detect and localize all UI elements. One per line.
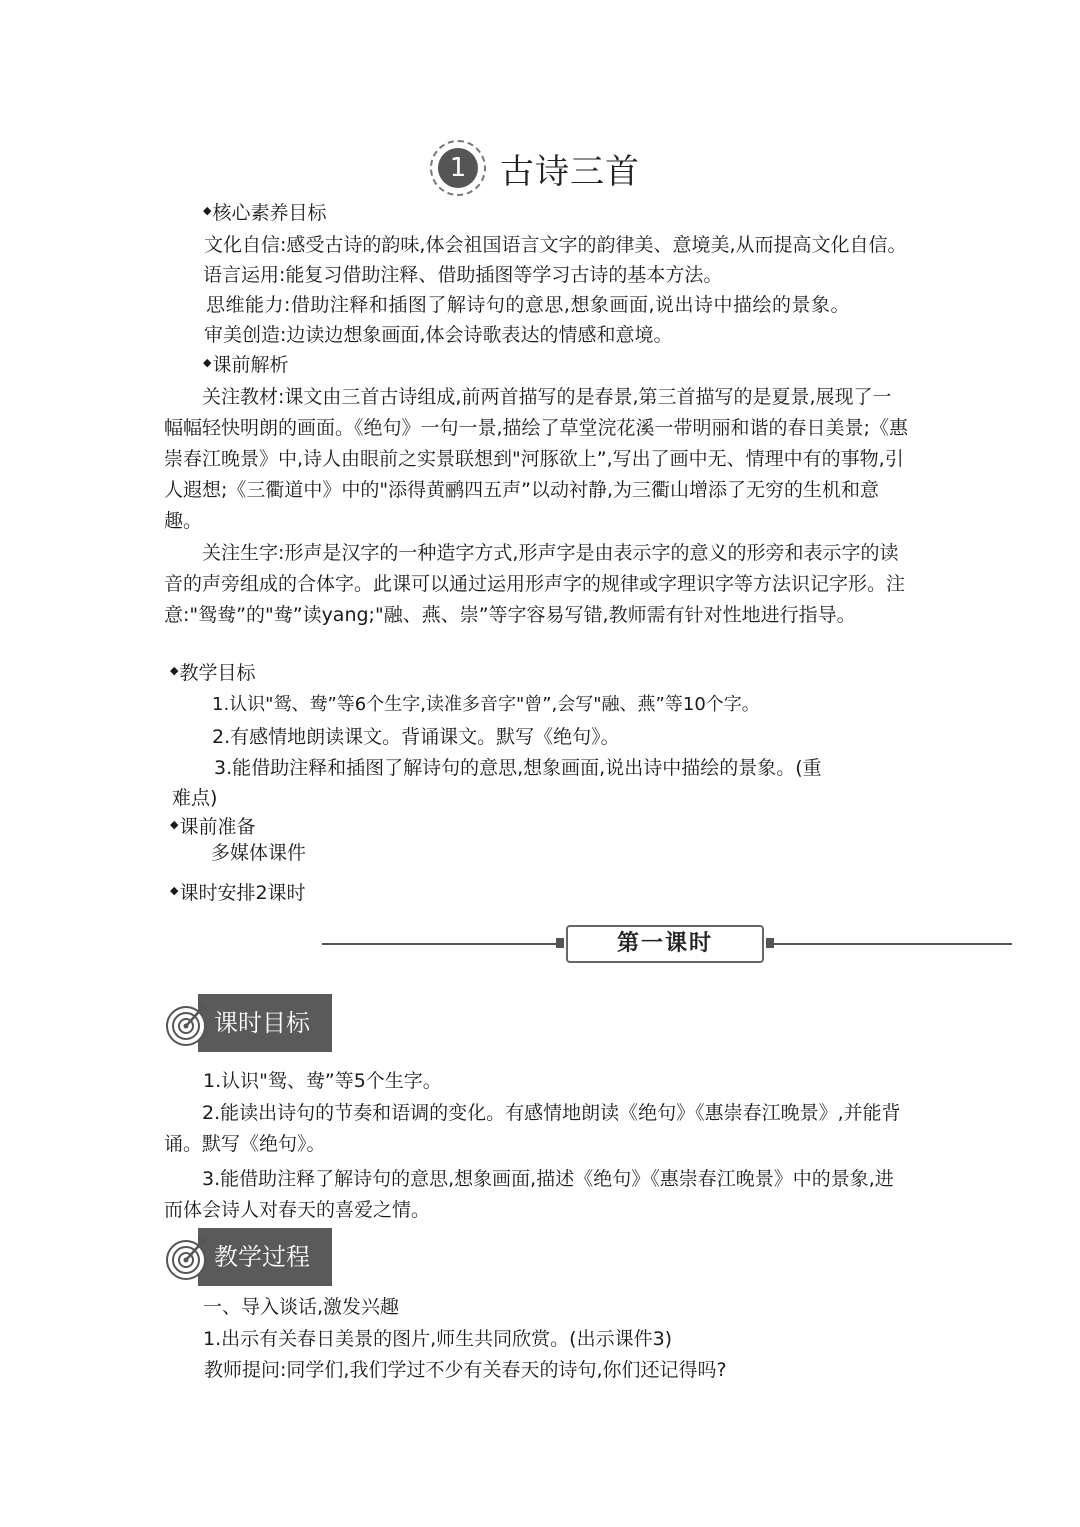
process-step: 一、导入谈话,激发兴趣 <box>203 1296 400 1318</box>
target-icon <box>166 1234 212 1280</box>
diamond-bullet-icon: ◆ <box>170 818 179 831</box>
schedule-heading: ◆课时安排2课时 <box>170 882 306 904</box>
lesson-goal-item: 1.认识"鸳、鸯”等5个生字。 <box>203 1070 442 1092</box>
goal-item: 3.能借助注释和插图了解诗句的意思,想象画面,说出诗中描绘的景象。(重 <box>214 757 822 779</box>
core-item: 思维能力:借助注释和插图了解诗句的意思,想象画面,说出诗中描绘的景象。 <box>206 294 850 316</box>
core-item: 语言运用:能复习借助注释、借助插图等学习古诗的基本方法。 <box>203 264 723 286</box>
lesson-number-badge <box>430 140 486 196</box>
diamond-bullet-icon: ◆ <box>170 884 179 897</box>
lesson-goal-item: 2.能读出诗句的节奏和语调的变化。有感情地朗读《绝句》《惠崇春江晚景》,并能背诵。默写《绝句》。 <box>164 1102 901 1155</box>
diamond-bullet-icon: ◆ <box>203 204 212 217</box>
analysis-paragraph: 关注教材:课文由三首古诗组成,前两首描写的是春景,第三首描写的是夏景,展现了一幅幅轻快明朗的画面。《绝句》一句一景,描绘了草堂浣花溪一带明丽和谐的春日美景;《惠崇春江晚景》中,诗人由眼前之实景联想到"河豚欲上”,写出了画中无、情理中有的事物,引人遐想;《三衢道中》中的"添得黄鹂四五声”以动衬静,为三衢山增添了无穷的生机和意趣。 <box>164 386 908 532</box>
goal-item-continued: 难点) <box>172 787 218 809</box>
core-item: 审美创造:边读边想象画面,体会诗歌表达的情感和意境。 <box>204 324 673 346</box>
analysis-heading: ◆课前解析 <box>203 354 289 376</box>
prep-heading: ◆课前准备 <box>170 816 256 838</box>
diamond-bullet-icon: ◆ <box>203 356 212 369</box>
diamond-bullet-icon: ◆ <box>170 664 179 677</box>
goal-item: 2.有感情地朗读课文。背诵课文。默写《绝句》。 <box>212 726 620 748</box>
core-item: 文化自信:感受古诗的韵味,体会祖国语言文字的韵律美、意境美,从而提高文化自信。 <box>204 234 907 256</box>
target-icon <box>166 1000 212 1046</box>
core-heading: ◆核心素养目标 <box>203 202 327 224</box>
analysis-paragraph: 关注生字:形声是汉字的一种造字方式,形声字是由表示字的意义的形旁和表示字的读音的声旁组成的合体字。此课可以通过运用形声字的规律或字理识字等方法识记字形。注意:"鸳鸯”的"鸯”读yang;"融、燕、崇”等字容易写错,教师需有针对性地进行指导。 <box>164 542 906 626</box>
lesson-divider-knot <box>556 938 564 948</box>
lesson-divider-left <box>322 943 558 945</box>
page-title: 古诗三首 <box>500 152 640 192</box>
goals-heading: ◆教学目标 <box>170 662 256 684</box>
banner-label: 课时目标 <box>198 994 332 1052</box>
lesson-label: 第一课时 <box>566 925 764 963</box>
lesson-divider-right <box>772 943 1012 945</box>
banner-label: 教学过程 <box>198 1228 332 1286</box>
lesson-goal-item: 3.能借助注释了解诗句的意思,想象画面,描述《绝句》《惠崇春江晚景》中的景象,进而体会诗人对春天的喜爱之情。 <box>164 1168 894 1221</box>
process-item: 1.出示有关春日美景的图片,师生共同欣赏。(出示课件3) <box>203 1328 673 1350</box>
process-item: 教师提问:同学们,我们学过不少有关春天的诗句,你们还记得吗? <box>204 1359 727 1381</box>
prep-item: 多媒体课件 <box>211 842 307 864</box>
lesson-number: 1 <box>438 148 478 188</box>
goal-item: 1.认识"鸳、鸯”等6个生字,读准多音字"曾”,会写"融、燕”等10个字。 <box>212 694 760 715</box>
